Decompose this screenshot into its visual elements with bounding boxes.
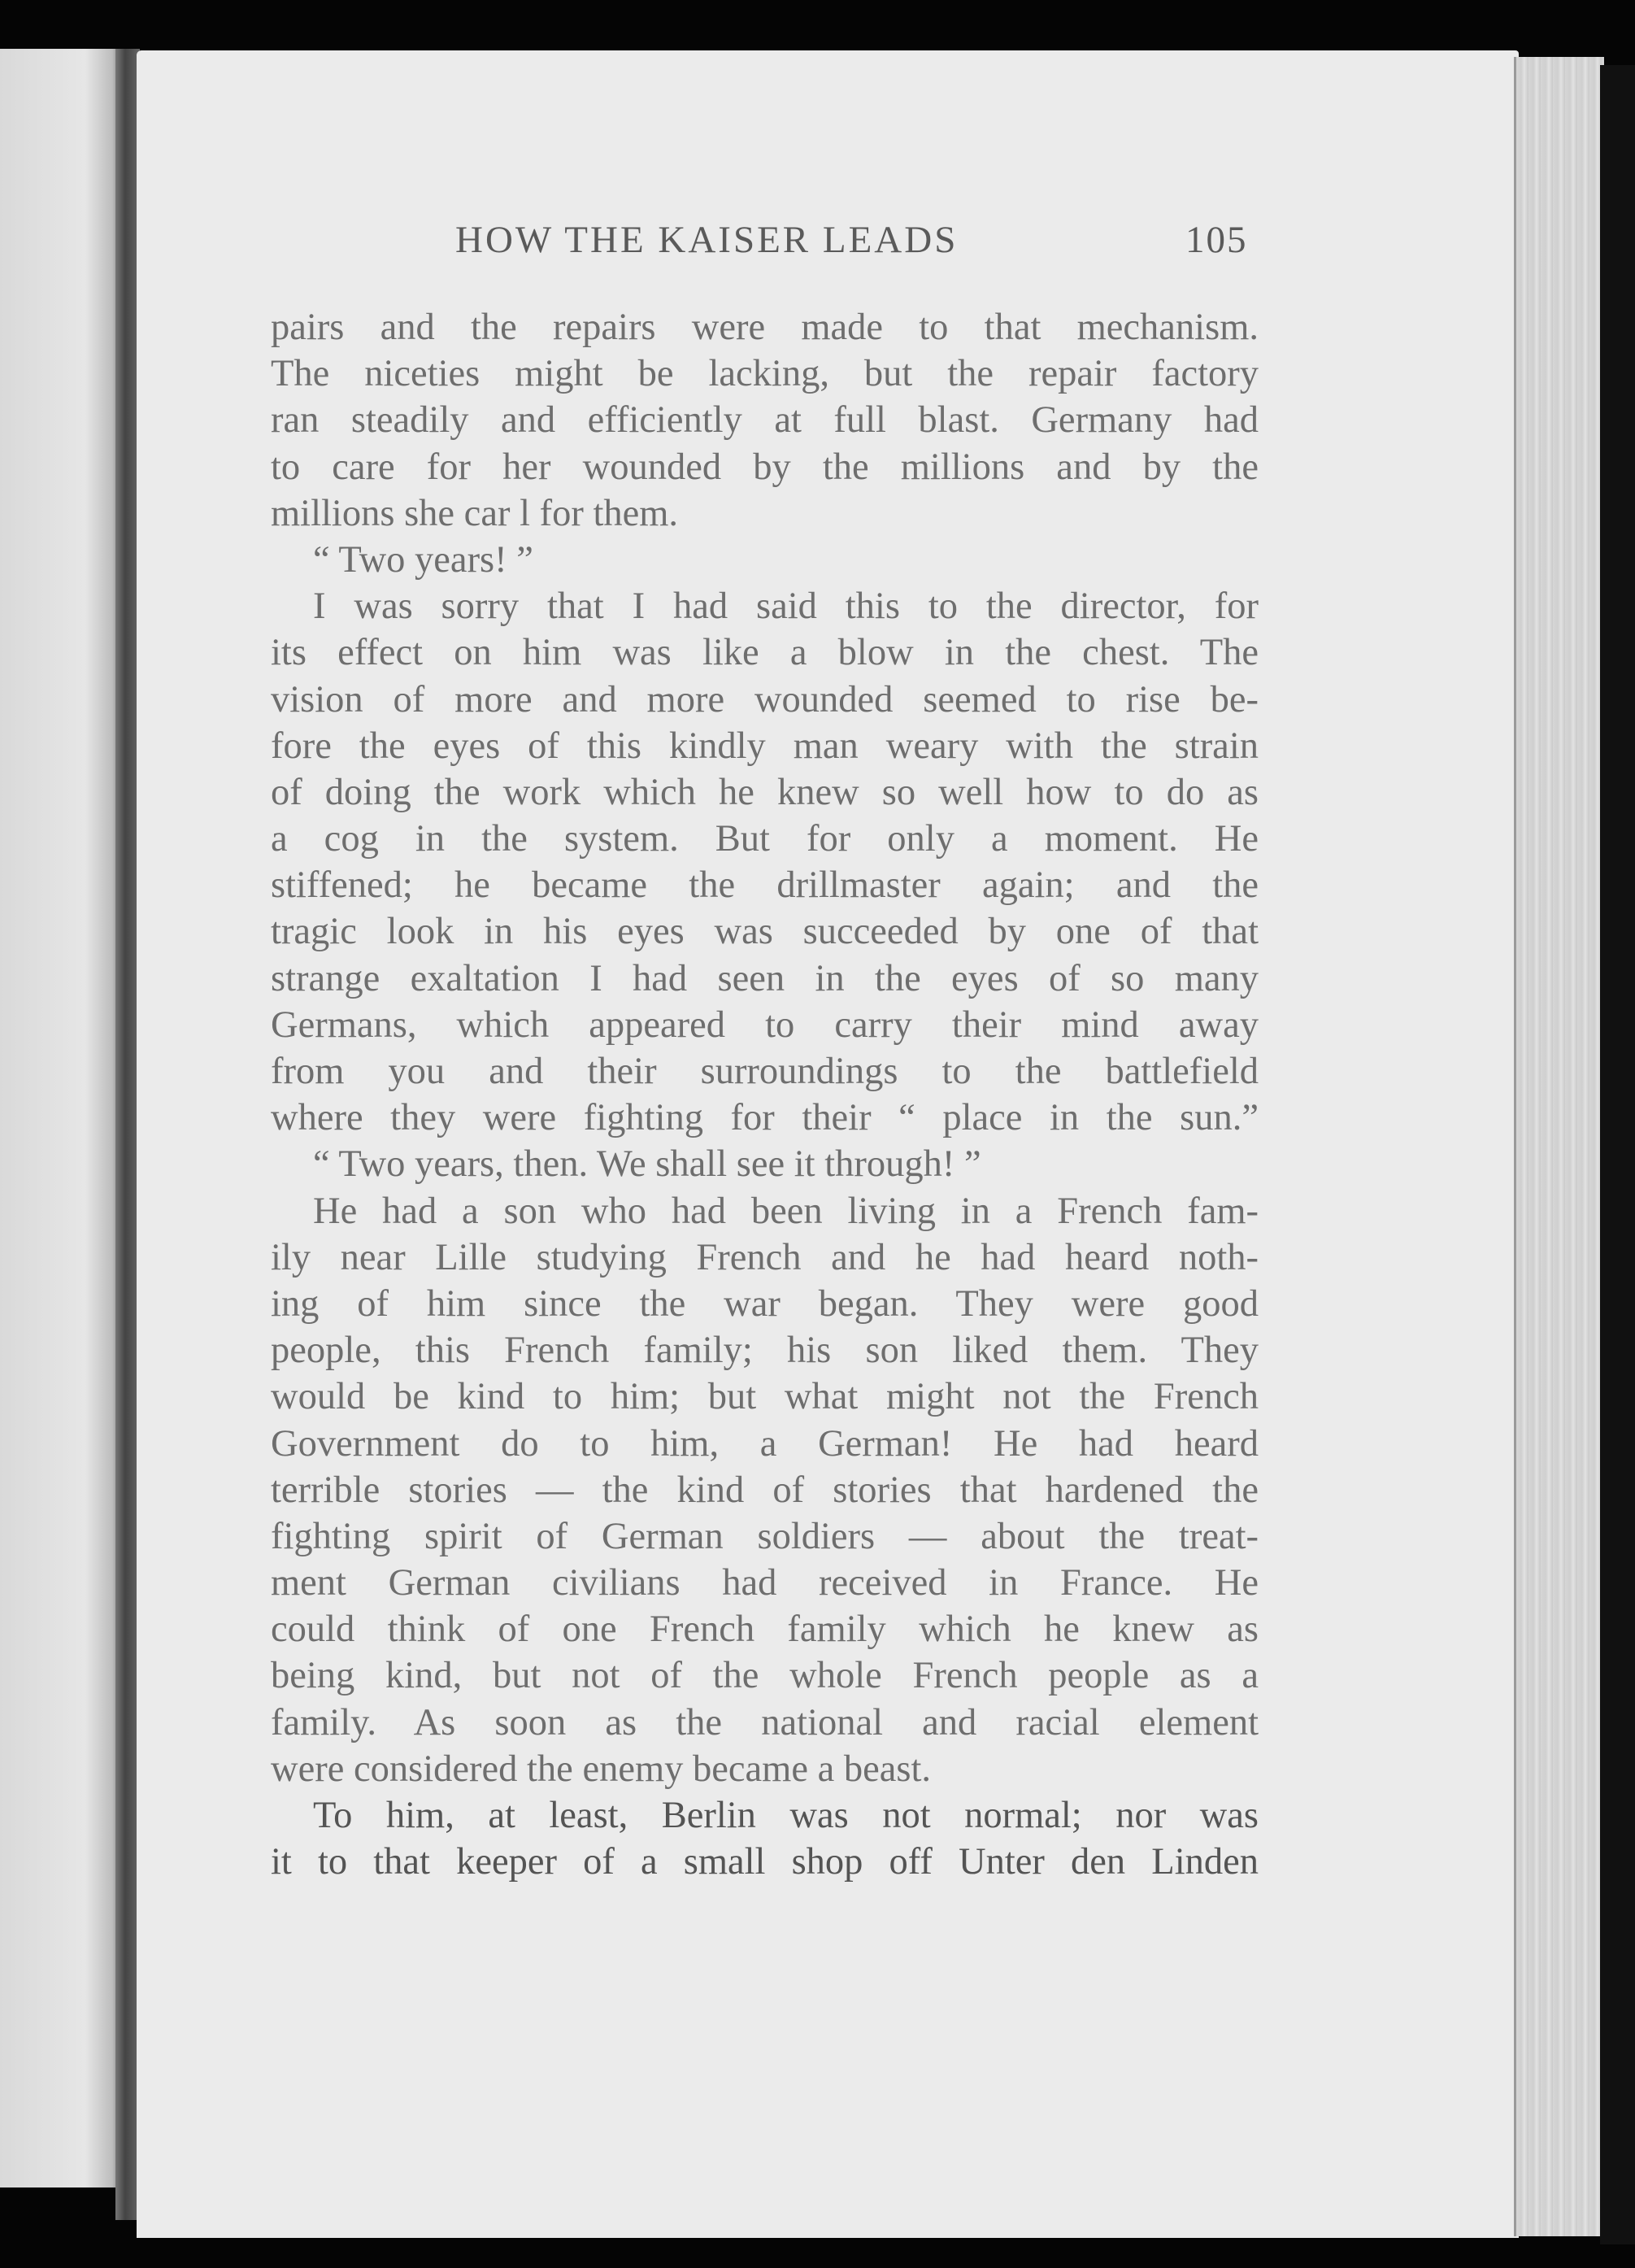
text-line: would be kind to him; but what might not the French [271, 1376, 1259, 1418]
text-line: were considered the enemy became a beast. [271, 1748, 932, 1790]
text-line: “ Two years, then. We shall see it through! ” [313, 1143, 981, 1186]
text-line: could think of one French family which he knew as [271, 1608, 1259, 1651]
page-stack-edge [1514, 57, 1604, 2236]
text-line: ily near Lille studying French and he had heard noth- [271, 1236, 1259, 1278]
text-line: its effect on him was like a blow in the chest. The [271, 632, 1259, 674]
text-line: of doing the work which he knew so well how to do as [271, 771, 1259, 813]
text-line: ment German civilians had received in France. He [271, 1562, 1259, 1604]
page-header [455, 218, 1268, 275]
text-line: where they were fighting for their “ place in the sun.” [271, 1097, 1259, 1139]
text-line: ran steadily and efficiently at full blast. Germany had [271, 399, 1259, 442]
text-line: fighting spirit of German soldiers — about the treat- [271, 1515, 1259, 1557]
text-line: to care for her wounded by the millions and by the [271, 446, 1259, 488]
text-line: He had a son who had been living in a French fam- [313, 1190, 1259, 1232]
text-line: family. As soon as the national and racial element [271, 1701, 1259, 1743]
text-line: ing of him since the war began. They were good [271, 1282, 1259, 1325]
text-line: stiffened; he became the drillmaster again; and the [271, 864, 1259, 907]
body-text [271, 304, 1259, 1885]
text-line: “ Two years! ” [313, 538, 533, 581]
text-line: Germans, which appeared to carry their mind away [271, 1003, 1259, 1046]
text-line: it to that keeper of a small shop off Unter den Linden [271, 1841, 1259, 1883]
running-head: HOW THE KAISER LEADS [455, 219, 959, 261]
text-line: strange exaltation I had seen in the eyes of so many [271, 957, 1259, 999]
text-line: fore the eyes of this kindly man weary with the strain [271, 725, 1259, 767]
text-line: The niceties might be lacking, but the repair factory [271, 353, 1259, 395]
background-shadow [1600, 65, 1635, 2244]
text-line: I was sorry that I had said this to the director, for [313, 586, 1259, 628]
text-line: millions she car l for them. [271, 492, 679, 534]
text-line: terrible stories — the kind of stories that hardened the [271, 1469, 1259, 1511]
page-number: 105 [1185, 219, 1248, 261]
text-line: people, this French family; his son liked them. They [271, 1330, 1259, 1372]
text-line: Government do to him, a German! He had heard [271, 1422, 1259, 1465]
text-line: vision of more and more wounded seemed to rise be- [271, 678, 1259, 720]
text-line: pairs and the repairs were made to that mechanism. [271, 307, 1259, 348]
text-line: being kind, but not of the whole French people as a [271, 1655, 1259, 1697]
previous-page-edge [0, 49, 122, 2187]
text-line: To him, at least, Berlin was not normal; nor was [313, 1795, 1259, 1836]
text-line: from you and their surroundings to the battlefield [271, 1051, 1259, 1092]
text-line: tragic look in his eyes was succeeded by one of that [271, 911, 1259, 953]
text-line: a cog in the system. But for only a moment. He [271, 818, 1259, 860]
